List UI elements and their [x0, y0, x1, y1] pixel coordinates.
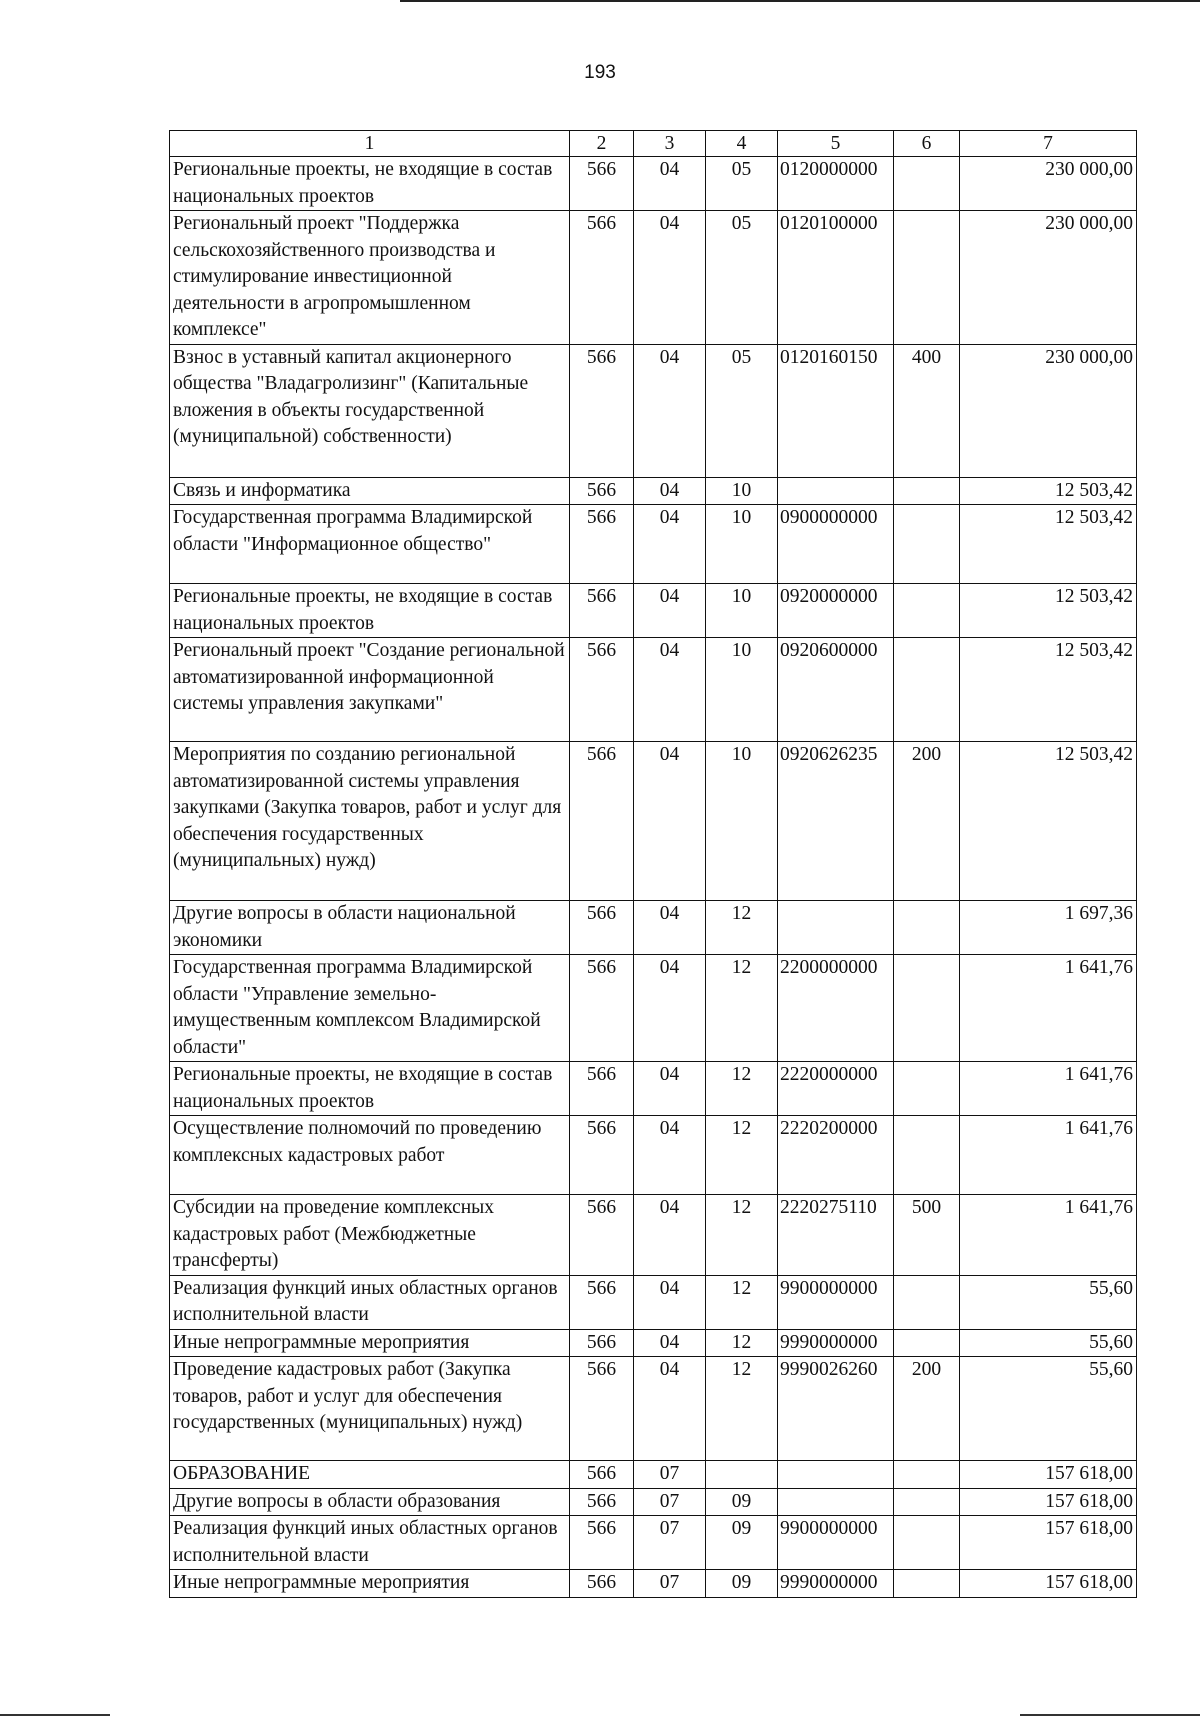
table-row — [170, 1570, 1137, 1598]
row-code-cell: 566 — [570, 1488, 634, 1516]
row-subsection-cell: 12 — [706, 1195, 778, 1276]
row-section-cell: 04 — [634, 1062, 706, 1116]
row-name-cell: Проведение кадастровых работ (Закупка товаров, работ и услуг для обеспечения государственных (муниципальных) нужд) — [170, 1357, 570, 1461]
row-name-cell: Другие вопросы в области образования — [170, 1488, 570, 1516]
row-code-cell: 566 — [570, 1329, 634, 1357]
row-section-cell: 07 — [634, 1570, 706, 1598]
row-code-cell: 566 — [570, 1570, 634, 1598]
row-subsection-cell: 12 — [706, 1062, 778, 1116]
row-name-cell: Реализация функций иных областных органов исполнительной власти — [170, 1275, 570, 1329]
row-section-cell: 04 — [634, 1275, 706, 1329]
table-row — [170, 1516, 1137, 1570]
row-code-cell: 566 — [570, 1195, 634, 1276]
row-target-cell: 9900000000 — [778, 1275, 894, 1329]
table-row — [170, 1275, 1137, 1329]
row-amount-cell: 1 641,76 — [960, 1116, 1137, 1195]
row-name-cell: Осуществление полномочий по проведению комплексных кадастровых работ — [170, 1116, 570, 1195]
row-expense-type-cell — [894, 1570, 960, 1598]
row-target-cell: 9990000000 — [778, 1570, 894, 1598]
header-cell-3: 3 — [634, 131, 706, 157]
row-amount-cell: 1 641,76 — [960, 1062, 1137, 1116]
row-amount-cell: 230 000,00 — [960, 157, 1137, 211]
row-code-cell: 566 — [570, 1116, 634, 1195]
row-expense-type-cell — [894, 901, 960, 955]
row-amount-cell: 1 641,76 — [960, 1195, 1137, 1276]
row-code-cell: 566 — [570, 901, 634, 955]
row-target-cell: 2220000000 — [778, 1062, 894, 1116]
table-row — [170, 1062, 1137, 1116]
row-target-cell: 0920626235 — [778, 742, 894, 901]
row-section-cell: 04 — [634, 211, 706, 345]
table-row — [170, 157, 1137, 211]
row-expense-type-cell — [894, 584, 960, 638]
table-row — [170, 742, 1137, 901]
row-expense-type-cell: 400 — [894, 344, 960, 477]
row-code-cell: 566 — [570, 1275, 634, 1329]
row-amount-cell: 55,60 — [960, 1329, 1137, 1357]
row-section-cell: 04 — [634, 477, 706, 505]
row-target-cell — [778, 1461, 894, 1489]
row-subsection-cell — [706, 1461, 778, 1489]
row-code-cell: 566 — [570, 344, 634, 477]
row-code-cell: 566 — [570, 1357, 634, 1461]
row-amount-cell: 55,60 — [960, 1275, 1137, 1329]
row-amount-cell: 157 618,00 — [960, 1516, 1137, 1570]
row-code-cell: 566 — [570, 742, 634, 901]
header-cell-6: 6 — [894, 131, 960, 157]
row-name-cell: Региональные проекты, не входящие в состав национальных проектов — [170, 584, 570, 638]
row-name-cell: Иные непрограммные мероприятия — [170, 1329, 570, 1357]
row-target-cell — [778, 1488, 894, 1516]
row-expense-type-cell — [894, 211, 960, 345]
row-subsection-cell: 12 — [706, 901, 778, 955]
row-subsection-cell: 12 — [706, 1357, 778, 1461]
table-row — [170, 344, 1137, 477]
row-name-cell: Субсидии на проведение комплексных кадастровых работ (Межбюджетные трансферты) — [170, 1195, 570, 1276]
row-amount-cell: 12 503,42 — [960, 477, 1137, 505]
row-code-cell: 566 — [570, 1461, 634, 1489]
row-subsection-cell: 12 — [706, 955, 778, 1062]
row-subsection-cell: 10 — [706, 477, 778, 505]
row-code-cell: 566 — [570, 1516, 634, 1570]
row-code-cell: 566 — [570, 1062, 634, 1116]
row-amount-cell: 157 618,00 — [960, 1570, 1137, 1598]
row-section-cell: 04 — [634, 901, 706, 955]
row-section-cell: 04 — [634, 1329, 706, 1357]
row-expense-type-cell — [894, 955, 960, 1062]
row-amount-cell: 12 503,42 — [960, 584, 1137, 638]
table-row — [170, 1195, 1137, 1276]
row-section-cell: 07 — [634, 1461, 706, 1489]
bottom-scan-rule-right — [1020, 1714, 1200, 1716]
row-target-cell: 2220200000 — [778, 1116, 894, 1195]
row-amount-cell: 157 618,00 — [960, 1461, 1137, 1489]
row-target-cell: 2220275110 — [778, 1195, 894, 1276]
row-target-cell: 9990026260 — [778, 1357, 894, 1461]
row-expense-type-cell — [894, 1516, 960, 1570]
header-cell-7: 7 — [960, 131, 1137, 157]
row-subsection-cell: 10 — [706, 584, 778, 638]
row-name-cell: Взнос в уставный капитал акционерного общества "Владагролизинг" (Капитальные вложения в объекты государственной (муниципальной) собственности) — [170, 344, 570, 477]
budget-table — [169, 130, 1137, 1598]
row-subsection-cell: 12 — [706, 1329, 778, 1357]
row-code-cell: 566 — [570, 157, 634, 211]
row-expense-type-cell — [894, 638, 960, 742]
row-code-cell: 566 — [570, 211, 634, 345]
table-row — [170, 584, 1137, 638]
row-section-cell: 04 — [634, 742, 706, 901]
row-target-cell: 0900000000 — [778, 505, 894, 584]
row-amount-cell: 12 503,42 — [960, 638, 1137, 742]
table-row — [170, 955, 1137, 1062]
row-name-cell: Другие вопросы в области национальной экономики — [170, 901, 570, 955]
header-cell-5: 5 — [778, 131, 894, 157]
row-section-cell: 04 — [634, 344, 706, 477]
table-row — [170, 1488, 1137, 1516]
row-expense-type-cell — [894, 1116, 960, 1195]
row-subsection-cell: 05 — [706, 211, 778, 345]
table-row — [170, 901, 1137, 955]
table-row — [170, 477, 1137, 505]
row-name-cell: Региональный проект "Создание региональной автоматизированной информационной системы управления закупками" — [170, 638, 570, 742]
row-subsection-cell: 09 — [706, 1570, 778, 1598]
row-section-cell: 04 — [634, 1195, 706, 1276]
row-code-cell: 566 — [570, 477, 634, 505]
row-code-cell: 566 — [570, 505, 634, 584]
row-amount-cell: 12 503,42 — [960, 742, 1137, 901]
row-name-cell: Связь и информатика — [170, 477, 570, 505]
row-expense-type-cell — [894, 1062, 960, 1116]
table-row — [170, 1116, 1137, 1195]
table-row — [170, 211, 1137, 345]
row-section-cell: 04 — [634, 584, 706, 638]
row-amount-cell: 157 618,00 — [960, 1488, 1137, 1516]
row-target-cell: 0920000000 — [778, 584, 894, 638]
row-name-cell: Государственная программа Владимирской области "Информационное общество" — [170, 505, 570, 584]
row-amount-cell: 55,60 — [960, 1357, 1137, 1461]
row-code-cell: 566 — [570, 584, 634, 638]
row-subsection-cell: 10 — [706, 505, 778, 584]
header-cell-1: 1 — [170, 131, 570, 157]
row-expense-type-cell — [894, 1488, 960, 1516]
header-cell-4: 4 — [706, 131, 778, 157]
row-subsection-cell: 05 — [706, 344, 778, 477]
row-subsection-cell: 10 — [706, 638, 778, 742]
row-expense-type-cell — [894, 1329, 960, 1357]
header-cell-2: 2 — [570, 131, 634, 157]
table-header-row — [170, 131, 1137, 157]
row-name-cell: Реализация функций иных областных органов исполнительной власти — [170, 1516, 570, 1570]
row-name-cell: Региональные проекты, не входящие в состав национальных проектов — [170, 157, 570, 211]
row-expense-type-cell — [894, 1461, 960, 1489]
table-row — [170, 1461, 1137, 1489]
row-code-cell: 566 — [570, 638, 634, 742]
row-amount-cell: 230 000,00 — [960, 211, 1137, 345]
row-target-cell: 2200000000 — [778, 955, 894, 1062]
row-name-cell: Региональный проект "Поддержка сельскохозяйственного производства и стимулирование инвестиционной деятельности в агропромышленном комплексе" — [170, 211, 570, 345]
row-name-cell: ОБРАЗОВАНИЕ — [170, 1461, 570, 1489]
page-number: 193 — [584, 62, 616, 83]
table-row — [170, 638, 1137, 742]
row-expense-type-cell — [894, 1275, 960, 1329]
row-expense-type-cell — [894, 477, 960, 505]
row-name-cell: Государственная программа Владимирской области "Управление земельно-имущественным комплексом Владимирской области" — [170, 955, 570, 1062]
row-subsection-cell: 10 — [706, 742, 778, 901]
row-section-cell: 04 — [634, 505, 706, 584]
bottom-scan-rule-left — [0, 1714, 110, 1716]
table-row — [170, 505, 1137, 584]
row-section-cell: 04 — [634, 1116, 706, 1195]
row-section-cell: 04 — [634, 638, 706, 742]
row-code-cell: 566 — [570, 955, 634, 1062]
row-amount-cell: 12 503,42 — [960, 505, 1137, 584]
row-expense-type-cell: 200 — [894, 1357, 960, 1461]
row-name-cell: Мероприятия по созданию региональной автоматизированной системы управления закупками (Закупка товаров, работ и услуг для обеспечения государственных (муниципальных) нужд) — [170, 742, 570, 901]
row-section-cell: 07 — [634, 1488, 706, 1516]
row-name-cell: Региональные проекты, не входящие в состав национальных проектов — [170, 1062, 570, 1116]
row-amount-cell: 1 641,76 — [960, 955, 1137, 1062]
row-amount-cell: 1 697,36 — [960, 901, 1137, 955]
row-target-cell: 9900000000 — [778, 1516, 894, 1570]
row-section-cell: 04 — [634, 1357, 706, 1461]
row-section-cell: 04 — [634, 157, 706, 211]
row-target-cell: 0920600000 — [778, 638, 894, 742]
row-subsection-cell: 12 — [706, 1275, 778, 1329]
row-section-cell: 04 — [634, 955, 706, 1062]
row-target-cell: 0120000000 — [778, 157, 894, 211]
row-amount-cell: 230 000,00 — [960, 344, 1137, 477]
table-row — [170, 1329, 1137, 1357]
row-subsection-cell: 05 — [706, 157, 778, 211]
row-target-cell: 0120100000 — [778, 211, 894, 345]
row-subsection-cell: 09 — [706, 1488, 778, 1516]
top-scan-rule — [400, 0, 1200, 2]
row-target-cell — [778, 901, 894, 955]
row-subsection-cell: 12 — [706, 1116, 778, 1195]
row-expense-type-cell: 200 — [894, 742, 960, 901]
row-section-cell: 07 — [634, 1516, 706, 1570]
row-subsection-cell: 09 — [706, 1516, 778, 1570]
row-target-cell: 0120160150 — [778, 344, 894, 477]
table-row — [170, 1357, 1137, 1461]
row-expense-type-cell — [894, 505, 960, 584]
row-name-cell: Иные непрограммные мероприятия — [170, 1570, 570, 1598]
row-expense-type-cell: 500 — [894, 1195, 960, 1276]
row-target-cell: 9990000000 — [778, 1329, 894, 1357]
row-target-cell — [778, 477, 894, 505]
row-expense-type-cell — [894, 157, 960, 211]
